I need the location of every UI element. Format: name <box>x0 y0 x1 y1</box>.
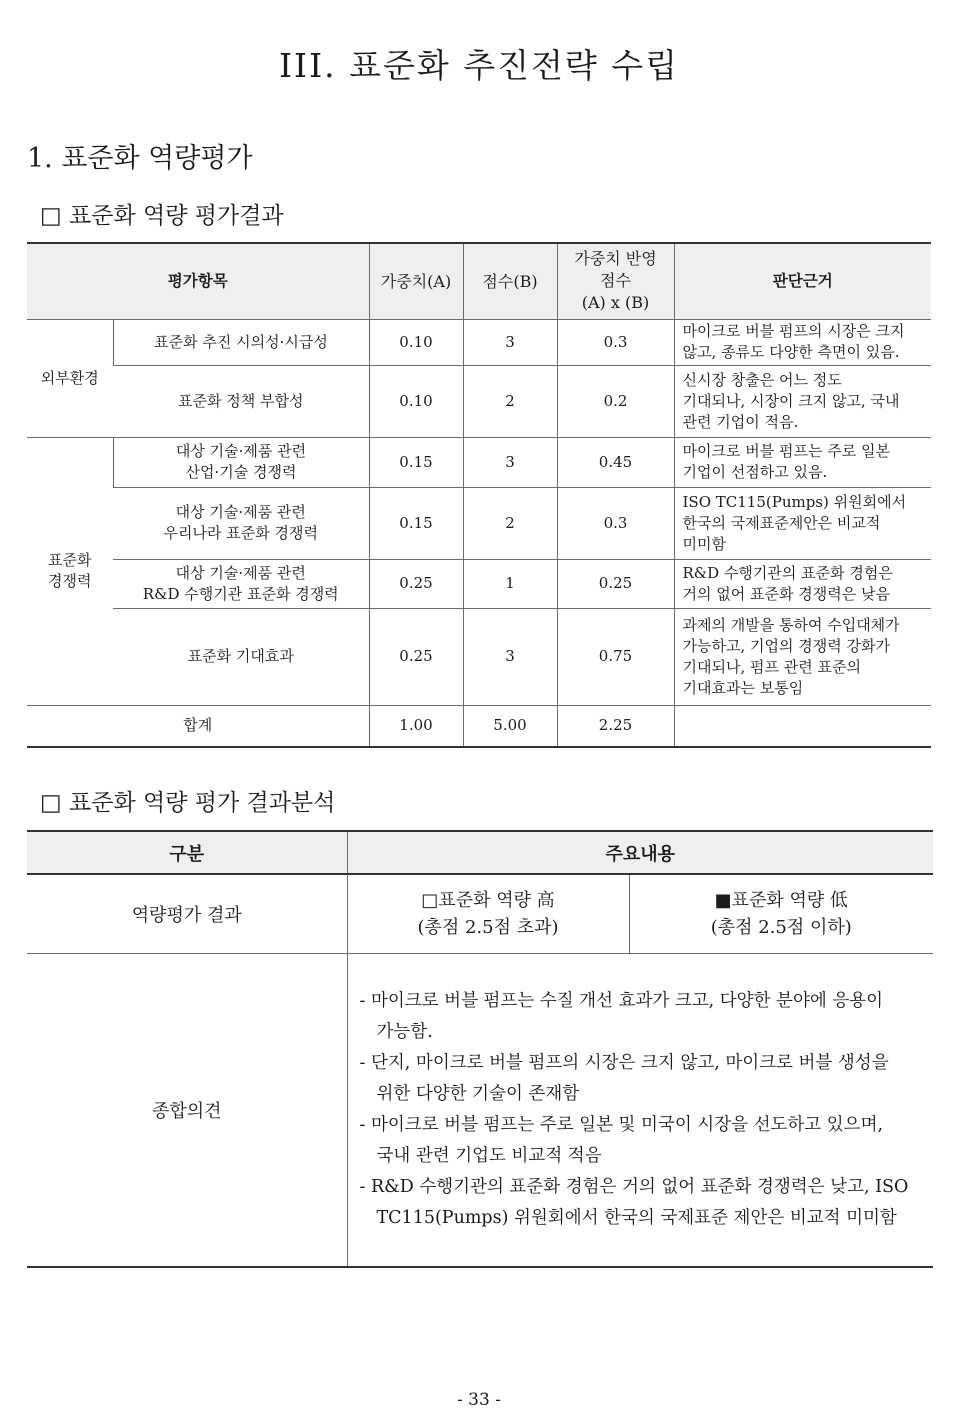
weighted-cell: 0.2 <box>557 365 674 437</box>
weight-cell: 0.25 <box>369 559 463 608</box>
table-row <box>27 559 931 608</box>
score-cell: 1 <box>463 559 557 608</box>
table-row <box>27 437 931 487</box>
item-line: 대상 기술·제품 관련 <box>175 442 307 460</box>
item-cell: 표준화 추진 시의성·시급성 <box>113 319 369 365</box>
opinion-line: 위한 다양한 기술이 존재함 <box>376 1083 580 1104</box>
basis-line: 기대되나, 펌프 관련 표준의 <box>682 657 861 676</box>
total-basis <box>674 705 931 747</box>
weighted-cell: 0.3 <box>557 319 674 365</box>
weighted-cell: 0.3 <box>557 487 674 559</box>
opinion-content <box>347 953 933 1267</box>
total-weight: 1.00 <box>369 705 463 747</box>
weighted-cell: 0.75 <box>557 608 674 705</box>
weight-cell: 0.10 <box>369 319 463 365</box>
opinion-line: 국내 관련 기업도 비교적 적음 <box>376 1145 602 1166</box>
analysis-table <box>27 830 933 1268</box>
table-row <box>27 608 931 705</box>
opinion-item <box>360 1172 926 1234</box>
opinion-line: - 단지, 마이크로 버블 펌프의 시장은 크지 않고, 마이크로 버블 생성을 <box>359 1052 889 1073</box>
basis-cell <box>674 487 931 559</box>
opinion-line: 가능함. <box>376 1021 433 1042</box>
result-label: 역량평가 결과 <box>27 874 347 953</box>
basis-cell <box>674 559 931 608</box>
header-basis: 판단근거 <box>674 243 931 319</box>
item-line: 우리나라 표준화 경쟁력 <box>163 524 318 542</box>
score-cell: 2 <box>463 487 557 559</box>
table-row <box>27 319 931 365</box>
item-line: 대상 기술·제품 관련 <box>175 503 306 521</box>
header-category: 구분 <box>27 831 347 874</box>
item-line: 산업·기술 경쟁력 <box>185 463 297 481</box>
section-heading: 1. 표준화 역량평가 <box>27 143 253 174</box>
opinion-line: - 마이크로 버블 펌프는 수질 개선 효과가 크고, 다양한 분야에 응용이 <box>359 990 884 1011</box>
item-cell: 표준화 기대효과 <box>113 608 369 705</box>
basis-cell <box>674 365 931 437</box>
basis-cell <box>674 437 931 487</box>
weight-cell: 0.15 <box>369 437 463 487</box>
basis-line: 과제의 개발을 통하여 수입대체가 <box>682 615 900 634</box>
header-weighted-line3: (A) x (B) <box>581 293 650 313</box>
page-number: - 33 - <box>457 1390 501 1410</box>
group-competitiveness <box>27 437 113 705</box>
group-label-line: 표준화 <box>48 551 92 569</box>
basis-line: 기대효과는 보통임 <box>682 678 804 697</box>
basis-line: 한국의 국제표준제안은 비교적 <box>682 513 881 532</box>
group-external: 외부환경 <box>27 319 113 437</box>
total-weighted: 2.25 <box>557 705 674 747</box>
result-row <box>27 874 933 953</box>
basis-line: 신시장 창출은 어느 정도 <box>682 370 842 389</box>
item-line: 대상 기술·제품 관련 <box>175 563 306 582</box>
option-high-line1: □표준화 역량 高 <box>421 889 555 911</box>
option-low-line1: ■표준화 역량 低 <box>714 889 848 911</box>
basis-line: 않고, 종류도 다양한 측면이 있음. <box>682 343 900 361</box>
item-cell: 표준화 정책 부합성 <box>113 365 369 437</box>
basis-line: 미미함 <box>682 534 726 553</box>
opinion-item <box>360 1048 926 1110</box>
weighted-cell: 0.25 <box>557 559 674 608</box>
basis-line: 기대되나, 시장이 크지 않고, 국내 <box>682 391 900 410</box>
header-score: 점수(B) <box>463 243 557 319</box>
page-title: III. 표준화 추진전략 수립 <box>279 46 679 85</box>
subsection-heading-analysis: □ 표준화 역량 평가 결과분석 <box>40 790 336 816</box>
basis-line: 마이크로 버블 펌프의 시장은 크지 <box>682 322 905 340</box>
basis-cell <box>674 608 931 705</box>
basis-cell <box>674 319 931 365</box>
opinion-row <box>27 953 933 1267</box>
option-high-line2: (총점 2.5점 초과) <box>417 916 559 938</box>
analysis-header-row <box>27 831 933 874</box>
basis-line: 거의 없어 표준화 경쟁력은 낮음 <box>682 584 890 603</box>
header-weighted-line1: 가중치 반영 <box>574 249 657 269</box>
basis-line: 기업이 선점하고 있음. <box>682 463 828 481</box>
opinion-item <box>360 1110 926 1172</box>
header-weighted-line2: 점수 <box>600 271 631 291</box>
basis-line: 관련 기업이 적음. <box>682 412 799 431</box>
score-cell: 3 <box>463 437 557 487</box>
evaluation-table <box>27 242 931 748</box>
weighted-cell: 0.45 <box>557 437 674 487</box>
table-row <box>27 365 931 437</box>
subsection-heading-results: □ 표준화 역량 평가결과 <box>40 203 284 229</box>
opinion-line: - R&D 수행기관의 표준화 경험은 거의 없어 표준화 경쟁력은 낮고, ISO <box>359 1176 909 1197</box>
basis-line: 가능하고, 기업의 경쟁력 강화가 <box>682 636 890 655</box>
option-low-line2: (총점 2.5점 이하) <box>710 916 852 938</box>
total-row <box>27 705 931 747</box>
opinion-line: - 마이크로 버블 펌프는 주로 일본 및 미국이 시장을 선도하고 있으며, <box>359 1114 884 1135</box>
basis-line: R&D 수행기관의 표준화 경험은 <box>682 563 893 582</box>
weight-cell: 0.10 <box>369 365 463 437</box>
item-cell <box>113 437 369 487</box>
header-weight: 가중치(A) <box>369 243 463 319</box>
item-cell <box>113 559 369 608</box>
option-high <box>347 874 629 953</box>
score-cell: 2 <box>463 365 557 437</box>
header-weighted-score <box>557 243 674 319</box>
header-item: 평가항목 <box>27 243 369 319</box>
table-header-row <box>27 243 931 319</box>
basis-line: ISO TC115(Pumps) 위원회에서 <box>682 492 907 511</box>
header-content: 주요내용 <box>347 831 933 874</box>
weight-cell: 0.15 <box>369 487 463 559</box>
score-cell: 3 <box>463 608 557 705</box>
group-label-line: 경쟁력 <box>48 572 92 590</box>
item-line: R&D 수행기관 표준화 경쟁력 <box>142 584 339 603</box>
opinion-item <box>360 986 926 1048</box>
total-label: 합계 <box>27 705 369 747</box>
score-cell: 3 <box>463 319 557 365</box>
option-low <box>629 874 933 953</box>
weight-cell: 0.25 <box>369 608 463 705</box>
table-row <box>27 487 931 559</box>
opinion-line: TC115(Pumps) 위원회에서 한국의 국제표준 제안은 비교적 미미함 <box>376 1207 897 1228</box>
total-score: 5.00 <box>463 705 557 747</box>
basis-line: 마이크로 버블 펌프는 주로 일본 <box>682 442 890 460</box>
item-cell <box>113 487 369 559</box>
opinion-label: 종합의견 <box>27 953 347 1267</box>
